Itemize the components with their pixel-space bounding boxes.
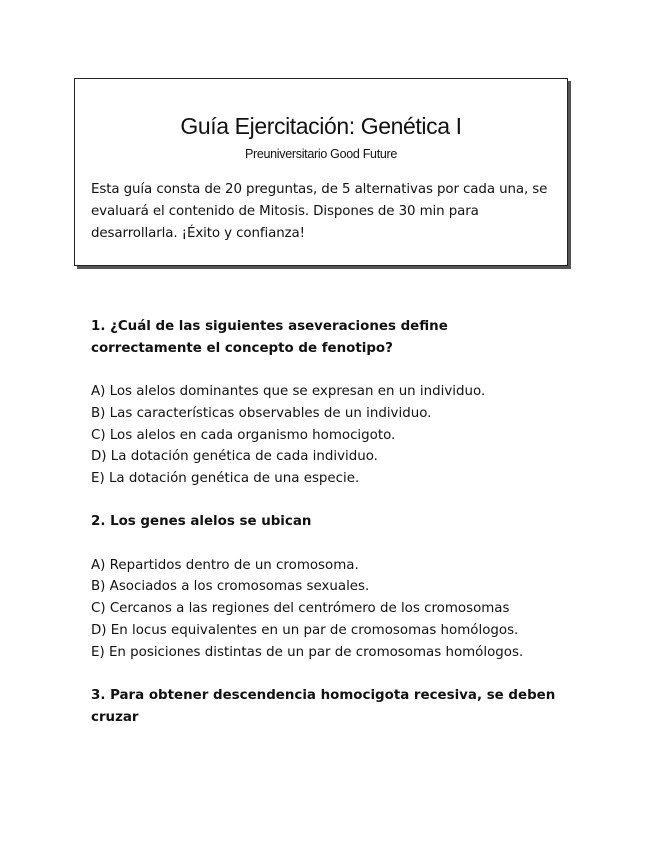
question-1-text: 1. ¿Cuál de las siguientes aseveraciones define correctamente el concepto de fenotipo? <box>91 319 448 356</box>
question-3 <box>91 685 561 728</box>
question-1-option-b: B) Las características observables de un individuo. <box>91 405 432 421</box>
question-1-option-a: A) Los alelos dominantes que se expresan en un individuo. <box>91 384 486 400</box>
question-2-option-d: D) En locus equivalentes en un par de cromosomas homólogos. <box>91 622 519 638</box>
question-2-option-b: B) Asociados a los cromosomas sexuales. <box>91 579 370 595</box>
question-1 <box>91 316 561 490</box>
question-2-option-c: C) Cercanos a las regiones del centrómero de los cromosomas <box>91 601 510 617</box>
header-box <box>74 78 568 266</box>
question-2-option-e: E) En posiciones distintas de un par de cromosomas homólogos. <box>91 644 524 660</box>
question-1-option-d: D) La dotación genética de cada individuo. <box>91 449 378 465</box>
question-2-text: 2. Los genes alelos se ubican <box>91 514 312 530</box>
question-3-text: 3. Para obtener descendencia homocigota recesiva, se deben cruzar <box>91 687 556 725</box>
page-title: Guía Ejercitación: Genética I <box>180 113 462 139</box>
intro-paragraph: Esta guía consta de 20 preguntas, de 5 alternativas por cada una, se evaluará el contenido de Mitosis. Dispones de 30 min para desarrollarla. ¡Éxito y confianza! <box>91 182 548 241</box>
question-1-options <box>91 381 561 490</box>
question-1-option-c: C) Los alelos en cada organismo homocigoto. <box>91 427 396 443</box>
question-2 <box>91 511 561 663</box>
question-1-option-e: E) La dotación genética de una especie. <box>91 470 360 486</box>
question-list <box>91 316 561 750</box>
question-2-option-a: A) Repartidos dentro de un cromosoma. <box>91 557 359 573</box>
page-subtitle: Preuniversitario Good Future <box>244 147 398 161</box>
question-2-options <box>91 555 561 664</box>
